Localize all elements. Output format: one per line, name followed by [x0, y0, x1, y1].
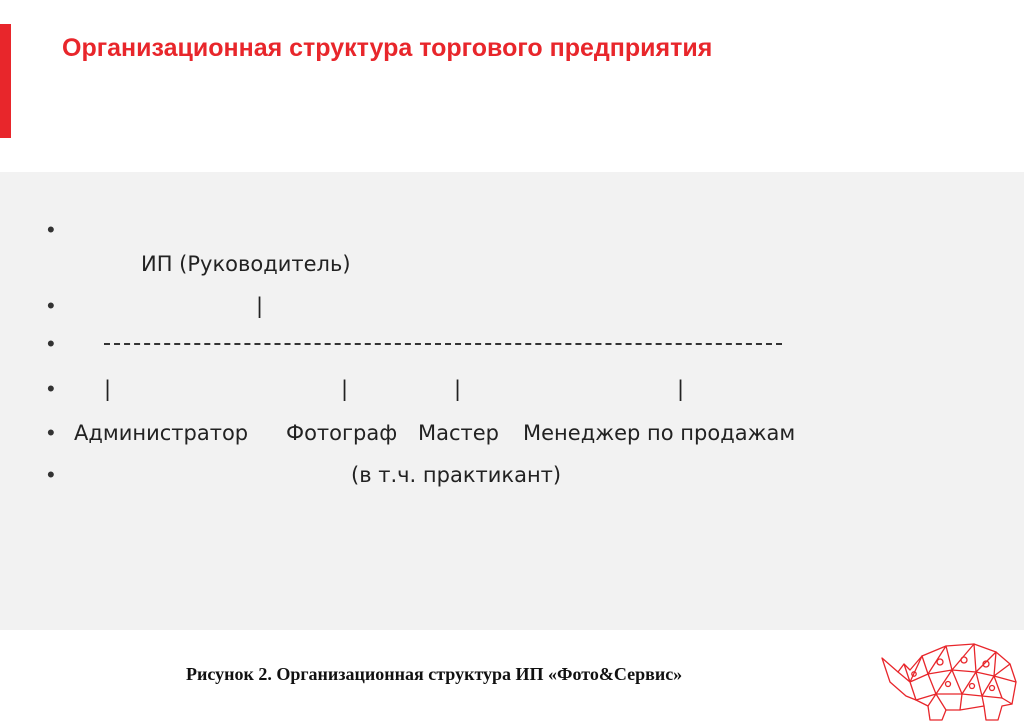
trainee-note: (в т.ч. практикант): [351, 463, 562, 487]
rhino-logo-icon: [876, 630, 1024, 723]
bullet-icon: •: [47, 420, 55, 445]
position-master: Мастер: [418, 421, 500, 445]
bullet-icon: •: [47, 293, 55, 318]
list-item: [0, 455, 1024, 495]
position-photographer: Фотограф: [286, 421, 398, 445]
bullet-icon: •: [47, 462, 55, 487]
list-item: [0, 244, 1024, 284]
org-chart-content: [0, 172, 1024, 630]
bullet-icon: •: [47, 331, 55, 356]
branch-connector: |: [677, 377, 685, 401]
branch-connector: |: [454, 377, 462, 401]
list-item: [0, 324, 1024, 364]
figure-caption: Рисунок 2. Организационная структура ИП «Фото&Сервис»: [186, 664, 683, 684]
org-head-label: ИП (Руководитель): [141, 252, 351, 276]
position-administrator: Администратор: [74, 421, 249, 445]
horizontal-connector: [104, 343, 782, 345]
slide-title: Организационная структура торгового предприятия: [62, 34, 713, 62]
branch-connector: |: [341, 377, 349, 401]
position-sales-manager: Менеджер по продажам: [523, 421, 796, 445]
list-item: [0, 413, 1024, 453]
title-accent-bar: [0, 24, 11, 138]
list-item: [0, 369, 1024, 409]
vertical-connector: |: [256, 294, 264, 318]
bullet-icon: •: [47, 217, 55, 242]
bullet-icon: •: [47, 376, 55, 401]
branch-connector: |: [104, 377, 112, 401]
list-item: [0, 286, 1024, 326]
